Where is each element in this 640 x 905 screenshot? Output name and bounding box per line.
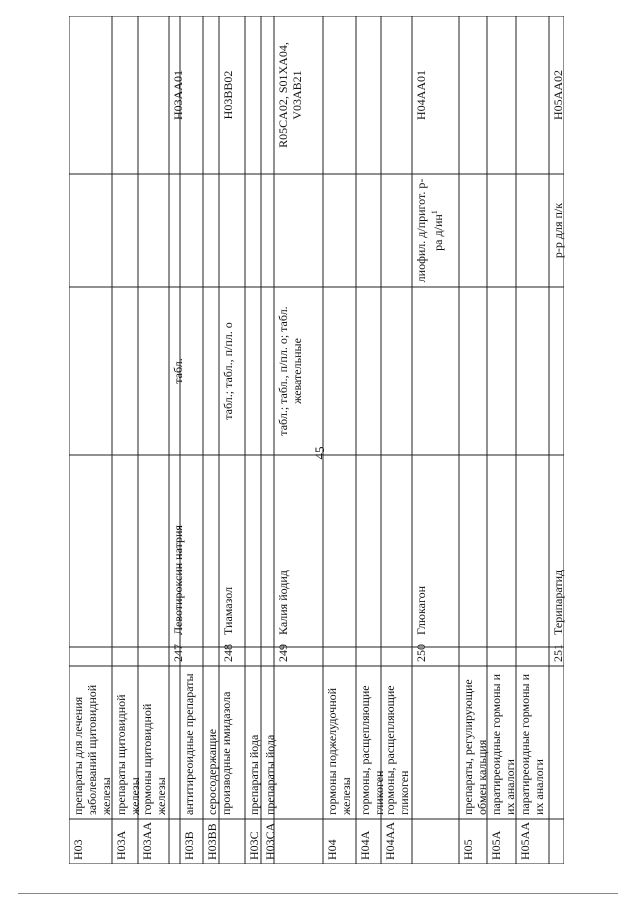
cell-extra: R05CA02, S01XA04, V03AB21 — [276, 42, 304, 148]
drug-table — [69, 16, 564, 864]
cell-name: гормоны щитовидной железы — [140, 703, 168, 815]
cell-code: H03BB — [205, 823, 219, 860]
cell-drug: Левотироксин натрия — [171, 525, 185, 635]
cell-code: H03C — [247, 831, 261, 860]
cell-name: паратиреоидные гормоны и их аналоги — [489, 673, 517, 815]
cell-extra: H04AA01 — [414, 70, 428, 120]
cell-code: H04 — [325, 839, 339, 860]
cell-extra: H03BB02 — [221, 70, 235, 120]
cell-name: гормоны, расщепляющие гликоген — [358, 685, 386, 815]
cell-code: H04A — [358, 830, 372, 860]
cell-no: 250 — [414, 644, 428, 662]
cell-form2: р-р для п/к — [551, 202, 565, 259]
cell-code: H05 — [461, 839, 475, 860]
page-bottom-rule — [18, 893, 618, 894]
cell-name: антитиреоидные препараты — [182, 673, 196, 815]
cell-form2: лиофил. д/пригот. р-ра $д/ин^1$ — [414, 178, 445, 283]
cell-name: препараты йода — [247, 734, 261, 815]
cell-form1: табл. — [171, 358, 185, 384]
cell-extra: H03AA01 — [171, 70, 185, 120]
cell-code: H04AA — [383, 822, 397, 860]
cell-drug: Калия йодид — [276, 570, 290, 635]
cell-drug: Глюкагон — [414, 585, 428, 635]
cell-form1: табл.; табл., п/пл. о — [221, 322, 235, 420]
footnote-marker: 1 — [430, 210, 439, 215]
cell-code: H03B — [182, 831, 196, 860]
cell-code: H03AA — [140, 822, 154, 860]
cell-code: H03 — [71, 839, 85, 860]
cell-name: паратиреоидные гормоны и их аналоги — [518, 673, 546, 815]
cell-name: гормоны, расщепляющие гликоген — [383, 685, 411, 815]
cell-no: 247 — [171, 644, 185, 662]
cell-name: препараты, регулирующие обмен кальция — [461, 679, 489, 815]
cell-no: 249 — [276, 644, 290, 662]
cell-name: препараты йода — [263, 734, 277, 815]
cell-name: серосодержащие производные имидазола — [205, 691, 233, 815]
page-number: 45 — [312, 446, 327, 460]
cell-code: H03CA — [263, 822, 277, 860]
cell-extra: H05AA02 — [551, 70, 565, 120]
cell-code: H05A — [489, 830, 503, 860]
cell-no: 248 — [221, 644, 235, 662]
cell-drug: Терипаратид — [551, 569, 565, 635]
cell-code: H03A — [114, 830, 128, 860]
cell-code: H05AA — [518, 822, 532, 860]
cell-form1: табл.; табл., п/пл. о; табл. жевательные — [276, 306, 304, 436]
cell-name: гормоны поджелудочной железы — [325, 687, 353, 815]
cell-name: препараты для лечения заболеваний щитовидной железы — [71, 684, 113, 815]
cell-drug: Тиамазол — [221, 586, 235, 635]
cell-name: препараты щитовидной железы — [114, 694, 142, 815]
cell-no: 251 — [551, 644, 565, 662]
